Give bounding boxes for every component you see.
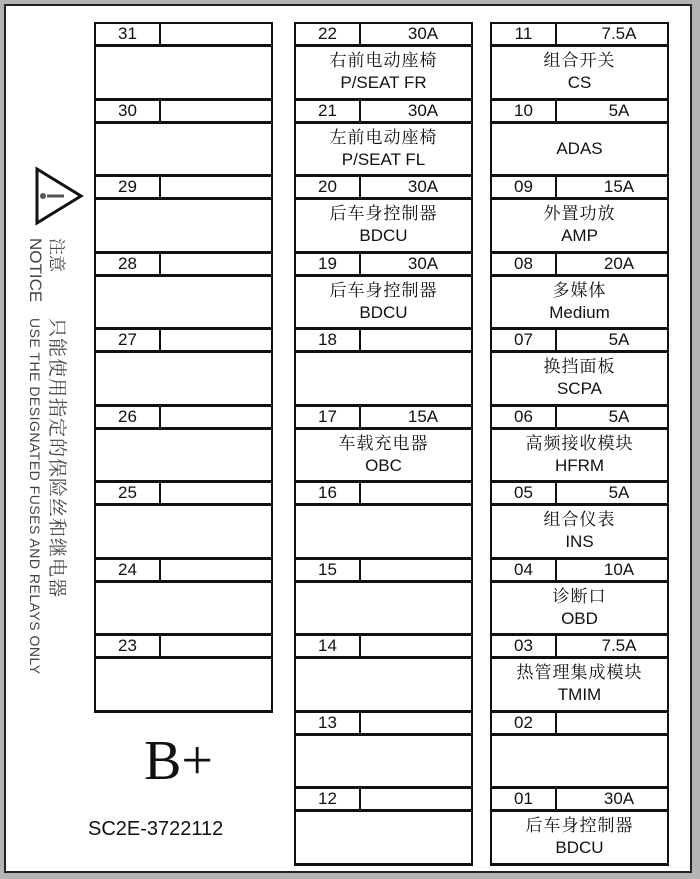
fuse-header [492, 713, 667, 736]
fuse-rating: 5A [608, 406, 630, 426]
fuse-slot [94, 483, 273, 560]
fuse-slot [490, 22, 669, 101]
fuse-circuit [492, 812, 667, 864]
fuse-slot [94, 330, 273, 407]
fuse-number: 21 [296, 101, 361, 121]
fuse-slot [490, 177, 669, 254]
fuse-circuit-cn: 组合仪表 [543, 510, 616, 531]
fuse-number: 06 [492, 407, 557, 427]
fuse-slot [94, 254, 273, 331]
fuse-rating [161, 24, 271, 44]
fuse-rating [161, 101, 271, 121]
fuse-header [492, 483, 667, 506]
fuse-header [96, 636, 271, 659]
fuse-rating: 7.5A [601, 636, 637, 655]
fuse-rating: 5A [608, 100, 630, 120]
fuse-rating [361, 713, 471, 733]
fuse-header [96, 177, 271, 200]
fuse-slot [94, 177, 273, 254]
fuse-slot [490, 101, 669, 178]
fuse-column-2 [294, 22, 473, 866]
fuse-rating [161, 177, 271, 197]
fuse-slot [294, 254, 473, 331]
fuse-circuit-en: AMP [561, 226, 598, 246]
fuse-circuit [492, 506, 667, 558]
fuse-rating: 20A [603, 253, 635, 273]
fuse-header [96, 24, 271, 47]
fuse-slot [490, 407, 669, 484]
fuse-circuit [296, 277, 471, 329]
fuse-circuit [296, 583, 471, 635]
fuse-circuit-cn: 右前电动座椅 [329, 51, 438, 72]
fuse-circuit [96, 430, 271, 482]
fuse-rating: 15A [603, 177, 635, 196]
fuse-circuit-cn: 换挡面板 [543, 357, 616, 378]
fuse-number: 28 [96, 254, 161, 274]
fuse-header [296, 254, 471, 277]
fuse-number: 08 [492, 254, 557, 274]
fuse-rating: 30A [407, 177, 439, 196]
fuse-slot [490, 560, 669, 637]
fuse-circuit-cn: 外置功放 [543, 204, 616, 225]
fuse-rating: 5A [608, 483, 630, 502]
fuse-slot [490, 789, 669, 866]
fuse-rating [161, 483, 271, 503]
fuse-rating: 7.5A [601, 24, 637, 43]
fuse-circuit-en: Medium [549, 302, 610, 322]
b-plus-marking: B+ [144, 730, 213, 792]
fuse-circuit-en: SCPA [556, 379, 603, 399]
fuse-header [96, 254, 271, 277]
fuse-circuit [296, 124, 471, 176]
fuse-header [296, 789, 471, 812]
fuse-number: 14 [296, 636, 361, 656]
fuse-number: 09 [492, 177, 557, 197]
fuse-circuit-cn: 诊断口 [552, 586, 607, 607]
fuse-number: 27 [96, 330, 161, 350]
fuse-rating: 30A [603, 789, 635, 808]
fuse-circuit-en: OBD [561, 608, 598, 628]
fuse-number: 11 [492, 24, 557, 44]
fuse-header [96, 483, 271, 506]
fuse-slot [294, 101, 473, 178]
fuse-header [296, 713, 471, 736]
fuse-circuit [96, 353, 271, 405]
fuse-rating [557, 713, 667, 733]
fuse-circuit [492, 583, 667, 635]
fuse-slot [94, 407, 273, 484]
fuse-header [492, 254, 667, 277]
fuse-circuit-cn: 多媒体 [552, 280, 607, 301]
fuse-circuit [296, 812, 471, 864]
fuse-header [492, 636, 667, 659]
fuse-circuit [492, 659, 667, 711]
fuse-header [492, 177, 667, 200]
fuse-slot [294, 330, 473, 407]
fuse-circuit [96, 124, 271, 176]
fuse-number: 22 [296, 24, 361, 44]
fuse-rating: 5A [608, 330, 630, 349]
fuse-circuit-cn: 高频接收模块 [525, 433, 634, 454]
fuse-circuit [492, 200, 667, 252]
fuse-circuit-en: P/SEAT FR [340, 73, 427, 93]
fuse-number: 23 [96, 636, 161, 656]
fuse-circuit-en: ADAS [556, 138, 603, 158]
fuse-number: 16 [296, 483, 361, 503]
fuse-number: 30 [96, 101, 161, 121]
fuse-rating [361, 330, 471, 350]
fuse-circuit [96, 47, 271, 99]
fuse-rating [161, 330, 271, 350]
fuse-number: 12 [296, 789, 361, 809]
fuse-rating [361, 636, 471, 656]
fuse-number: 26 [96, 407, 161, 427]
fuse-rating: 30A [407, 24, 439, 43]
part-number: SC2E-3722112 [88, 818, 224, 840]
fuse-number: 25 [96, 483, 161, 503]
fuse-header [296, 483, 471, 506]
fuse-circuit [492, 430, 667, 482]
fuse-circuit [492, 124, 667, 176]
fuse-header [492, 101, 667, 124]
notice-en-text: USE THE DESIGNATED FUSES AND RELAYS ONLY [27, 318, 43, 675]
fuse-header [296, 24, 471, 47]
fuse-circuit-en: HFRM [554, 455, 605, 475]
fuse-header [296, 560, 471, 583]
fuse-circuit-en: TMIM [557, 685, 602, 705]
fuse-header [492, 789, 667, 812]
fuse-rating [161, 636, 271, 656]
fuse-circuit [96, 583, 271, 635]
fuse-rating [361, 483, 471, 503]
fuse-number: 03 [492, 636, 557, 656]
fuse-box-label [4, 4, 692, 873]
fuse-slot [294, 22, 473, 101]
fuse-header [296, 636, 471, 659]
fuse-circuit [296, 200, 471, 252]
fuse-circuit-cn: 左前电动座椅 [329, 127, 438, 148]
fuse-circuit-cn: 后车身控制器 [329, 204, 438, 225]
notice-cn-text: 只能使用指定的保险丝和继电器 [46, 318, 68, 599]
fuse-slot [294, 713, 473, 790]
fuse-header [492, 24, 667, 47]
fuse-header [492, 407, 667, 430]
fuse-header [492, 330, 667, 353]
fuse-header [96, 560, 271, 583]
warning-triangle-icon [34, 166, 84, 226]
fuse-circuit-cn: 后车身控制器 [525, 816, 634, 837]
fuse-circuit [296, 353, 471, 405]
fuse-number: 24 [96, 560, 161, 580]
fuse-slot [294, 483, 473, 560]
fuse-circuit-en: BDCU [555, 838, 604, 858]
fuse-circuit [96, 200, 271, 252]
fuse-circuit-en: CS [567, 73, 592, 93]
fuse-circuit [492, 353, 667, 405]
fuse-circuit [296, 736, 471, 788]
fuse-slot [294, 407, 473, 484]
fuse-circuit-en: P/SEAT FL [341, 149, 426, 169]
fuse-number: 02 [492, 713, 557, 733]
fuse-slot [490, 254, 669, 331]
fuse-number: 15 [296, 560, 361, 580]
fuse-number: 18 [296, 330, 361, 350]
fuse-header [296, 330, 471, 353]
fuse-column-3 [490, 22, 669, 866]
fuse-circuit [96, 506, 271, 558]
fuse-rating: 15A [407, 406, 439, 426]
fuse-number: 31 [96, 24, 161, 44]
notice-cn-title: 注意 [46, 238, 66, 272]
fuse-circuit [296, 47, 471, 99]
fuse-circuit-en: INS [565, 532, 594, 552]
fuse-header [96, 101, 271, 124]
fuse-number: 05 [492, 483, 557, 503]
fuse-circuit [96, 277, 271, 329]
notice-text [24, 238, 68, 675]
fuse-number: 19 [296, 254, 361, 274]
fuse-rating: 30A [407, 100, 439, 120]
fuse-rating: 30A [407, 253, 439, 273]
fuse-circuit [96, 659, 271, 711]
fuse-header [492, 560, 667, 583]
fuse-slot [490, 713, 669, 790]
fuse-rating [361, 789, 471, 809]
fuse-circuit [296, 506, 471, 558]
fuse-number: 01 [492, 789, 557, 809]
fuse-slot [94, 22, 273, 101]
fuse-circuit-en: BDCU [359, 226, 408, 246]
fuse-slot [94, 560, 273, 637]
fuse-rating: 10A [603, 559, 635, 579]
fuse-column-1 [94, 22, 273, 713]
fuse-number: 29 [96, 177, 161, 197]
fuse-circuit-cn: 热管理集成模块 [516, 663, 643, 684]
fuse-rating [161, 254, 271, 274]
fuse-header [296, 101, 471, 124]
fuse-circuit [492, 47, 667, 99]
fuse-circuit [492, 736, 667, 788]
fuse-slot [294, 560, 473, 637]
fuse-circuit-en: OBC [365, 455, 402, 475]
fuse-slot [490, 483, 669, 560]
fuse-header [96, 407, 271, 430]
fuse-header [296, 407, 471, 430]
fuse-circuit-cn: 组合开关 [543, 51, 616, 72]
fuse-circuit-en: BDCU [359, 302, 408, 322]
fuse-slot [490, 636, 669, 713]
fuse-number: 07 [492, 330, 557, 350]
fuse-number: 17 [296, 407, 361, 427]
fuse-rating [361, 560, 471, 580]
notice-en-title: NOTICE [26, 238, 45, 303]
fuse-slot [94, 636, 273, 713]
fuse-slot [294, 789, 473, 866]
fuse-rating [161, 560, 271, 580]
fuse-slot [490, 330, 669, 407]
fuse-header [296, 177, 471, 200]
fuse-header [96, 330, 271, 353]
fuse-number: 04 [492, 560, 557, 580]
fuse-circuit-cn: 车载充电器 [338, 433, 429, 454]
fuse-slot [294, 177, 473, 254]
fuse-circuit [296, 659, 471, 711]
fuse-circuit [492, 277, 667, 329]
fuse-circuit [296, 430, 471, 482]
fuse-circuit-cn: 后车身控制器 [329, 280, 438, 301]
fuse-number: 20 [296, 177, 361, 197]
fuse-slot [294, 636, 473, 713]
fuse-slot [94, 101, 273, 178]
fuse-number: 10 [492, 101, 557, 121]
fuse-rating [161, 407, 271, 427]
fuse-number: 13 [296, 713, 361, 733]
